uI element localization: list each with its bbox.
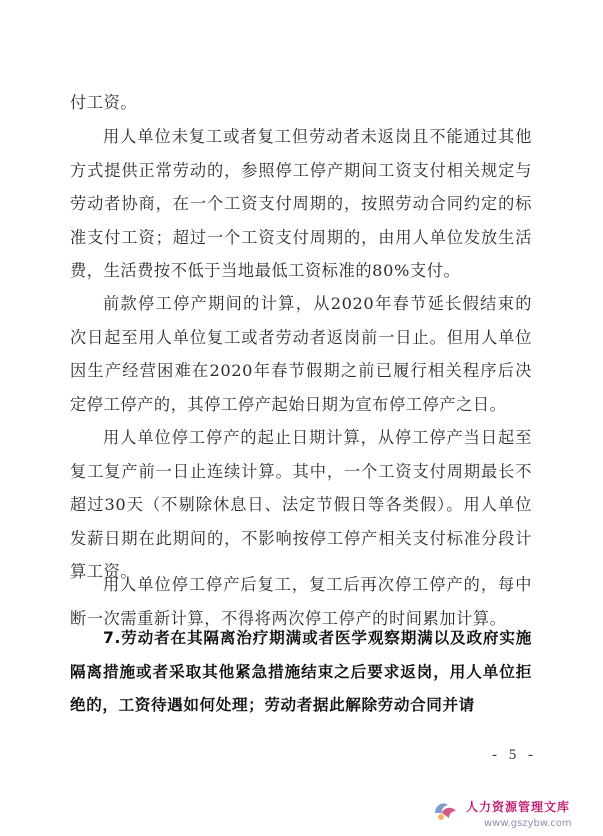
watermark-logo-icon <box>432 798 460 822</box>
paragraph-unreturned-workers: 用人单位未复工或者复工但劳动者未返岗且不能通过其他方式提供正常劳动的，参照停工停产期间工资支付相关规定与劳动者协商，在一个工资支付周期的，按照劳动合同约定的标准支付工资；超过一个工资支付周期的，由用人单位发放生活费，生活费按不低于当地最低工资标准的80%支付。 <box>70 127 532 280</box>
watermark <box>428 796 603 836</box>
page-number: - 5 - <box>492 747 537 763</box>
paragraph-repeated-suspension: 用人单位停工停产后复工，复工后再次停工停产的，每中断一次需重新计算，不得将两次停工停产的时间累加计算。 <box>70 575 532 628</box>
watermark-title: 人力资源管理文库 <box>466 800 571 814</box>
question-7-heading: 7.劳动者在其隔离治疗期满或者医学观察期满以及政府实施隔离措施或者采取其他紧急措施结束之后要求返岗，用人单位拒绝的，工资待遇如何处理；劳动者据此解除劳动合同并请 <box>70 629 532 714</box>
watermark-url: www.gszybw.com <box>484 818 572 829</box>
paragraph-suspension-dates: 用人单位停工停产的起止日期计算，从停工停产当日起至复工复产前一日止连续计算。其中，一个工资支付周期最长不超过30天（不剔除休息日、法定节假日等各类假）。用人单位发薪日期在此期间的，不影响按停工停产相关支付标准分段计算工资。 <box>70 428 532 581</box>
paragraph-continuation: 付工资。 <box>70 93 138 112</box>
paragraph-suspension-period: 前款停工停产期间的计算，从2020年春节延长假结束的次日起至用人单位复工或者劳动者返岗前一日止。但用人单位因生产经营困难在2020年春节假期之前已履行相关程序后决定停工停产的，其停工停产起始日期为宣布停工停产之日。 <box>70 294 532 414</box>
